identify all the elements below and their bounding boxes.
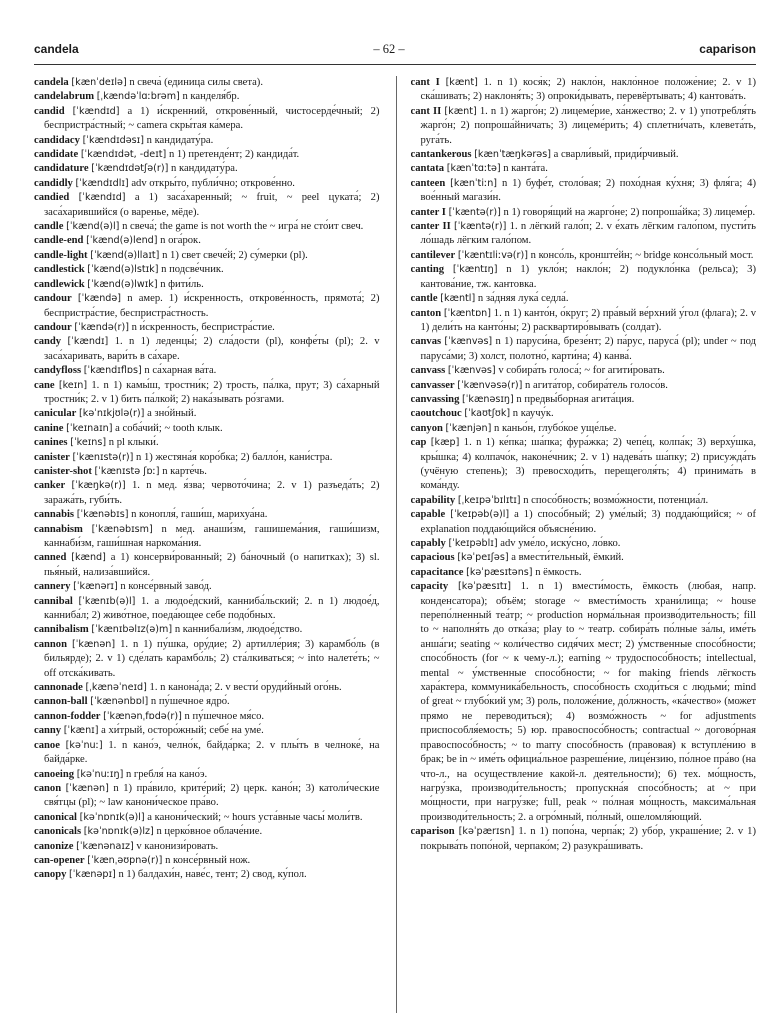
entry-definition: a 1) консерви́рованный; 2) ба́ночный (о напитках); 3) sl. пья́ный, нализа́вшийся. [44, 552, 380, 578]
entry-definition: 1. n канона́да; 2. v вести́ оруди́йный ого́нь. [149, 682, 342, 694]
entry-definition: n каннибали́зм, людое́дство. [174, 624, 303, 636]
dictionary-entry [34, 76, 380, 90]
entry-transcription: [kəˈnɪkjʊlə(r)] [79, 408, 145, 420]
entry-definition: 1. n 1) кося́к; 2) накло́н, накло́нное положе́ние; 2. v 1) ска́шивать; 2) наклоня́ть; 3) опроки́дывать, перевёртывать; 4) кантова́ть. [420, 77, 756, 103]
entry-transcription: [ˈkænjən] [445, 422, 492, 434]
dictionary-entry [34, 739, 380, 768]
dictionary-entry [34, 292, 380, 321]
entry-transcription: [ˈkæntə(r)] [454, 221, 507, 233]
dictionary-entry [34, 134, 380, 148]
dictionary-entry [411, 508, 757, 537]
entry-headword: cantata [410, 163, 445, 175]
dictionary-entry [34, 335, 380, 364]
entry-transcription: [ˌkænəˈneɪd] [85, 682, 147, 694]
dictionary-entry [34, 479, 380, 508]
entry-transcription: [ˈkeɪpəb(ə)l] [450, 509, 510, 521]
entry-definition: n за́дняя лука́ седла́. [477, 293, 569, 305]
entry-definition: n пу́шечное ядро́. [150, 696, 230, 708]
page-header [34, 42, 756, 62]
dictionary-entry [411, 379, 757, 393]
entry-definition: n подсве́чник. [161, 264, 224, 276]
entry-transcription: [kəˈnuː] [65, 739, 103, 751]
entry-headword: candour [34, 321, 72, 333]
entry-transcription: [ˈkænən] [65, 782, 109, 794]
dictionary-entry [34, 638, 380, 681]
entry-definition: n спосо́бность; возмо́жности, потенциа́л. [523, 494, 709, 506]
entry-headword: candyfloss [34, 365, 82, 377]
dictionary-entry [34, 177, 380, 191]
entry-definition: 1. n 1) ке́пка; ша́пка; фура́жка; 2) чепе́ц, колпа́к; 3) верху́шка, кры́шка; 4) колпачо́к, наконе́чник; 2. v 1) надева́ть ша́пку; 2) присужда́ть (учёную степень); 3) превосходи́ть, перещеголя́ть; 4) принима́ть в кома́нду. [420, 437, 756, 492]
dictionary-entry [34, 278, 380, 292]
entry-headword: cane [34, 379, 55, 391]
dictionary-entry [411, 263, 757, 292]
entry-definition: 1. a людое́дский, канниба́льский; 2. n 1) людое́д, канниба́л; 2) живо́тное, поеда́ющее себе подо́бных. [44, 595, 380, 622]
entry-transcription: [ˈkænd(ə)llaɪt] [90, 249, 160, 261]
entry-definition: n 1) свет свече́й; 2) су́мерки (pl). [162, 249, 308, 261]
entry-transcription: [ˈkænəbɪs] [76, 509, 129, 521]
entry-definition: a канони́ческий; ~ hours уста́вные часы́ моли́тв. [147, 811, 363, 823]
entry-definition: n свеча́; the game is not worth the ~ игра́ не сто́ит свеч. [122, 221, 364, 233]
entry-definition: n 1) балдахи́н, наве́с, тент; 2) свод, ку́пол. [118, 869, 307, 881]
entry-definition: adv откры́то, публи́чно; открове́нно. [131, 177, 295, 189]
entry-definition: adv уме́ло, иску́сно, ло́вко. [500, 538, 621, 549]
entry-headword: candour [34, 293, 72, 305]
dictionary-entry [34, 868, 380, 882]
entry-transcription: [ˈkænd(ə)lstɪk] [87, 264, 159, 276]
entry-headword: cantle [410, 293, 438, 305]
header-left-guide-word: candela [34, 42, 79, 56]
entry-headword: canon [34, 782, 62, 794]
page-number: – 62 – [373, 42, 405, 56]
dictionary-entry [411, 335, 757, 364]
entry-transcription: [ˈkeɪns] [70, 437, 107, 449]
entry-headword: cannibal [34, 595, 73, 607]
entry-transcription: [kəˈnɒnɪk(ə)lz] [83, 826, 154, 838]
columns [34, 76, 756, 1013]
dictionary-entry [34, 162, 380, 176]
dictionary-entry [411, 494, 757, 508]
dictionary-entry [34, 695, 380, 709]
entry-headword: canonicals [34, 826, 82, 838]
entry-headword: canvass [410, 365, 446, 377]
dictionary-entry [411, 436, 757, 494]
entry-definition: n 1) жестяна́я коро́бка; 2) балло́н, кани́стра. [136, 451, 333, 463]
entry-transcription: [ˈkændɪd] [78, 192, 126, 204]
entry-transcription: [ˈkeɪpəblɪ] [448, 538, 498, 549]
entry-definition: v собира́ть голоса́; ~ for агити́ровать. [498, 365, 665, 377]
entry-headword: canines [34, 437, 68, 449]
entry-definition: n гребля́ на кано́э. [125, 768, 208, 780]
entry-transcription: [ˈkænəpɪ] [69, 869, 116, 881]
dictionary-entry [411, 537, 757, 551]
entry-transcription: [ˈkaʊtʃʊk] [464, 408, 511, 420]
entry-headword: cannon [34, 638, 67, 650]
dictionary-entry [411, 825, 757, 854]
entry-transcription: [ˈkeɪnaɪn] [66, 422, 113, 434]
entry-definition: a 1) и́скренний, открове́нный, чистосерде́чный; 2) беспристра́стный; ~ camera скры́тая ка́мера. [44, 105, 380, 132]
entry-definition: n и́скренность, беспристра́стие. [131, 321, 275, 333]
entry-transcription: [kænd] [71, 552, 106, 564]
entry-definition: n агита́тор, собира́тель голосо́в. [525, 379, 668, 391]
header-right-guide-word: caparison [699, 42, 756, 56]
entry-definition: n церко́вное облаче́ние. [156, 826, 263, 838]
entry-transcription: [kəˈpæsɪtəns] [466, 566, 533, 578]
entry-transcription: [ˈkændɪdlɪ] [75, 177, 129, 189]
entry-headword: capacity [410, 581, 449, 593]
entry-headword: candelabrum [34, 91, 95, 103]
entry-headword: canvassing [410, 393, 460, 405]
entry-definition: n мед. анаши́зм, гашишема́ния, гаши́шизм, каннаби́зм, гаши́шная наркома́ния. [44, 523, 380, 549]
entry-headword: cap [410, 437, 427, 449]
entry-headword: canned [34, 552, 67, 564]
entry-definition: a соба́чий; ~ tooth клык. [115, 422, 223, 434]
entry-transcription: [kəˈpæsɪtɪ] [457, 581, 511, 593]
dictionary-entry [34, 710, 380, 724]
entry-definition: a сварли́вый, приди́рчивый. [553, 149, 679, 161]
dictionary-entry [411, 105, 757, 148]
entry-headword: candle-light [34, 249, 88, 261]
entry-headword: canvas [410, 336, 442, 348]
dictionary-entry [34, 623, 380, 637]
entry-headword: capacious [410, 552, 455, 564]
entry-headword: candlestick [34, 264, 85, 276]
entry-transcription: [kænˈtæŋkərəs] [474, 149, 551, 161]
dictionary-entry [34, 580, 380, 594]
entry-transcription: [ˈkænəbɪsm] [91, 523, 153, 535]
entry-headword: caoutchouc [410, 408, 462, 420]
dictionary-entry [411, 220, 757, 249]
entry-headword: candy [34, 336, 62, 348]
entry-definition: n 1) буфе́т, столо́вая; 2) похо́дная ку́хня; 3) фля́га; 4) вое́нный магази́н. [420, 177, 756, 204]
entry-definition: n консе́рвный заво́д. [120, 581, 212, 593]
dictionary-entry [411, 393, 757, 407]
entry-transcription: [ˌkændəˈlɑːbrəm] [96, 91, 180, 103]
entry-definition: a 1) спосо́бный; 2) уме́лый; 3) поддаю́щийся; ~ of explanation поддаю́щийся объясне́нию. [420, 509, 756, 535]
entry-transcription: [ˈkændɪdəsɪ] [82, 134, 144, 146]
entry-definition: n карте́чь. [162, 465, 207, 477]
entry-definition: n пу́шечное мя́со. [184, 710, 265, 722]
entry-headword: canine [34, 422, 64, 434]
entry-headword: canicular [34, 408, 77, 420]
entry-headword: can-opener [34, 854, 85, 866]
entry-transcription: [ˈkænɪbəlɪz(ə)m] [91, 624, 173, 636]
dictionary-entry [34, 249, 380, 263]
dictionary-entry [34, 451, 380, 465]
entry-transcription: [ˈkænɪstə ʃɒː] [94, 465, 160, 477]
dictionary-entry [34, 379, 380, 408]
entry-definition: a хи́трый, осторо́жный; себе́ на уме́. [101, 725, 264, 737]
column-divider [396, 76, 397, 1013]
entry-definition: n конопля́, гаши́ш, марихуа́на. [131, 509, 268, 521]
entry-headword: cantankerous [410, 149, 472, 161]
dictionary-entry [411, 206, 757, 220]
dictionary-entry [34, 465, 380, 479]
entry-definition: n кандидату́ра. [171, 163, 238, 175]
entry-headword: cannery [34, 581, 71, 593]
entry-transcription: [ˈkændɪflɒs] [83, 365, 142, 377]
dictionary-entry [411, 292, 757, 306]
entry-headword: canvasser [410, 379, 455, 391]
entry-definition: n канделя́бр. [182, 91, 240, 103]
entry-headword: candle [34, 221, 64, 233]
entry-headword: capable [410, 509, 446, 521]
entry-transcription: [ˈkændɪd] [72, 105, 120, 117]
entry-transcription: [kəˈpærɪsn] [458, 826, 515, 838]
entry-definition: n pl клыки́. [108, 437, 159, 449]
entry-definition: n кандидату́ра. [146, 134, 214, 146]
entry-definition: 1. n 1) леденцы́; 2) сла́дости (pl), конфе́ты (pl); 2. v заса́харивать, вари́ть в са́харе. [44, 336, 380, 362]
dictionary-entry [411, 148, 757, 162]
dictionary-entry [34, 508, 380, 522]
entry-definition: n предвы́борная агита́ция. [516, 393, 635, 405]
entry-transcription: [ˈkænənˌfɒdə(r)] [103, 710, 182, 722]
entry-transcription: [ˈkænɪb(ə)l] [78, 595, 136, 607]
entry-definition: a зно́йный. [147, 408, 197, 420]
entry-headword: canker [34, 480, 66, 492]
entry-definition: n консе́рвный нож. [165, 854, 251, 866]
entry-transcription: [ˈkæntɒn] [443, 307, 491, 319]
entry-headword: cantilever [410, 249, 456, 261]
dictionary-entry [411, 307, 757, 336]
entry-transcription: [ˈkæntə(r)] [448, 206, 501, 218]
entry-transcription: [ˈkænd(ə)l] [66, 221, 120, 233]
entry-headword: canton [410, 307, 442, 319]
entry-transcription: [kænˈdeɪlə] [71, 77, 127, 88]
entry-definition: n ёмкость. [535, 566, 582, 578]
entry-transcription: [ˈkæŋkə(r)] [71, 480, 126, 492]
entry-transcription: [ˈkænvəs] [444, 336, 493, 348]
dictionary-entry [34, 595, 380, 624]
entry-transcription: [ˈkænvəsə(r)] [457, 379, 523, 391]
entry-headword: canteen [410, 177, 446, 189]
entry-definition: 1. n 1) пу́шка, ору́дие; 2) артилле́рия; 3) карамбо́ль (в бильярде); 2. v 1) сде́лать карамбо́ль; 2) ста́лкиваться; ~ into налете́ть; ~ off отска́кивать. [44, 638, 380, 679]
dictionary-entry [34, 825, 380, 839]
dictionary-entry [411, 551, 757, 565]
left-column [34, 76, 382, 1013]
dictionary-entry [411, 76, 757, 105]
entry-definition: 1. n 1) жарго́н; 2) лицеме́рие, ха́нжество; 2. v 1) употребля́ть жарго́н; 2) попроша́йничать; 3) лицеме́рить; 4) сплетни́чать, клевета́ть, руга́ть. [420, 105, 756, 146]
dictionary-entry [34, 681, 380, 695]
entry-headword: candle-end [34, 235, 84, 247]
entry-transcription: [kæntl] [440, 293, 476, 305]
entry-definition: a 1) заса́харенный; ~ fruit, ~ peel цуката́; 2) заса́харившийся (о варенье, мёде). [44, 192, 380, 218]
entry-transcription: [ˈkændɪ] [67, 336, 109, 348]
entry-definition: n ога́рок. [160, 235, 201, 247]
dictionary-entry [34, 724, 380, 738]
entry-transcription: [ˈkænɪstə(r)] [72, 451, 134, 463]
entry-transcription: [ˈkænən] [71, 638, 116, 650]
entry-definition: n каньо́н, глубо́кое уще́лье. [494, 422, 617, 434]
entry-headword: candid [34, 105, 65, 117]
dictionary-entry [34, 551, 380, 580]
entry-headword: canny [34, 725, 62, 737]
entry-transcription: [ˈkænəsɪŋ] [462, 393, 514, 405]
entry-headword: cant II [410, 105, 442, 117]
entry-headword: candela [34, 77, 69, 88]
entry-definition: n фити́ль. [160, 278, 204, 290]
entry-transcription: [kəˈnuːɪŋ] [76, 768, 124, 780]
entry-headword: cannibalism [34, 624, 89, 636]
entry-definition: 1. n лёгкий гало́п; 2. v е́хать лёгким гало́пом, пусти́ть ло́шадь лёгким гало́пом. [420, 221, 756, 247]
entry-transcription: [kænt] [445, 77, 478, 88]
dictionary-entry [34, 422, 380, 436]
entry-headword: canonical [34, 811, 77, 823]
dictionary-entry [411, 249, 757, 263]
dictionary-entry [411, 422, 757, 436]
entry-headword: canister [34, 451, 70, 463]
entry-definition: v канонизи́ровать. [136, 840, 219, 852]
entry-headword: cannabism [34, 523, 83, 535]
dictionary-entry [34, 234, 380, 248]
entry-headword: candidature [34, 163, 89, 175]
entry-definition: n консо́ль, кронште́йн; ~ bridge консо́льный мост. [530, 249, 754, 261]
entry-headword: cant I [410, 77, 440, 88]
dictionary-entry [34, 811, 380, 825]
dictionary-entry [34, 90, 380, 104]
entry-headword: canopy [34, 869, 67, 881]
entry-definition: n 1) говоря́щий на жарго́не; 2) попроша́йка; 3) лицеме́р. [503, 206, 756, 218]
entry-headword: cannon-fodder [34, 710, 101, 722]
dictionary-entry [411, 177, 757, 206]
entry-headword: canister-shot [34, 465, 92, 477]
entry-headword: canter II [410, 221, 451, 233]
dictionary-entry [34, 407, 380, 421]
entry-transcription: [ˈkændɪdət, -deɪt] [80, 149, 167, 161]
entry-transcription: [ˈkæntɪŋ] [452, 264, 498, 276]
entry-headword: candidacy [34, 134, 80, 146]
entry-definition: n 1) претенде́нт; 2) кандида́т. [168, 149, 300, 161]
entry-definition: n амер. 1) и́скренность, открове́нность, прямота́; 2) беспристра́стие, беспристра́стность. [44, 293, 380, 319]
dictionary-entry [34, 220, 380, 234]
entry-headword: canting [410, 264, 445, 276]
entry-transcription: [ˈkændɪdətʃə(r)] [91, 163, 169, 175]
dictionary-entry [411, 162, 757, 176]
dictionary-entry [34, 854, 380, 868]
entry-headword: canter I [410, 206, 446, 218]
entry-headword: canyon [410, 422, 443, 434]
entry-definition: a вмести́тельный, ёмкий. [511, 552, 624, 564]
entry-headword: caparison [410, 826, 455, 838]
entry-headword: capably [410, 538, 446, 549]
dictionary-entry [34, 523, 380, 552]
entry-definition: n каучу́к. [512, 408, 554, 420]
entry-headword: candidate [34, 149, 79, 161]
entry-headword: canonize [34, 840, 74, 852]
dictionary-entry [34, 148, 380, 162]
entry-definition: n са́харная ва́та. [144, 365, 217, 377]
entry-headword: canoeing [34, 768, 75, 780]
entry-headword: candidly [34, 177, 73, 189]
entry-transcription: [ˈkænˌəʊpnə(r)] [87, 854, 163, 866]
entry-transcription: [ˈkæntɪliːvə(r)] [457, 249, 528, 261]
entry-definition: 1. n мед. я́зва; червото́чина; 2. v 1) разъеда́ть; 2) заража́ть, губи́ть. [44, 480, 380, 506]
entry-transcription: [ˈkændə] [77, 293, 122, 305]
entry-transcription: [ˈkænd(ə)lwɪk] [87, 278, 158, 290]
entry-transcription: [kænˈtiːn] [450, 177, 498, 189]
dictionary-entry [34, 191, 380, 220]
dictionary-entry [34, 782, 380, 811]
entry-transcription: [kəˈpeɪʃəs] [457, 552, 509, 564]
entry-transcription: [ˈkænənaɪz] [76, 840, 134, 852]
dictionary-entry [411, 364, 757, 378]
entry-headword: canoe [34, 739, 60, 751]
entry-definition: 1. n 1) канто́н, о́круг; 2) пра́вый ве́рхний у́гол (флага); 2. v 1) дели́ть на канто́ны; 2) расквартиро́вывать (солдат). [420, 307, 756, 333]
entry-headword: capability [410, 494, 456, 506]
dictionary-entry [34, 105, 380, 134]
entry-definition: n 1) пра́вило, крите́рий; 2) церк. кано́н; 3) католи́ческие свя́тцы (pl); ~ law канони́ческое пра́во. [44, 782, 380, 809]
dictionary-entry [411, 566, 757, 580]
dictionary-entry [34, 840, 380, 854]
entry-definition: n свеча́ (единица силы света). [129, 77, 263, 88]
dictionary-entry [34, 263, 380, 277]
entry-transcription: [ˈkænərɪ] [73, 581, 118, 593]
entry-definition: 1. n 1) попо́на, черпа́к; 2) убо́р, украше́ние; 2. v 1) покрыва́ть попо́ной, черпако́м; 2) разукра́шивать. [420, 826, 756, 852]
dictionary-entry [34, 436, 380, 450]
entry-transcription: [kəˈnɒnɪk(ə)l] [79, 811, 145, 823]
entry-definition: 1. n кано́э, челно́к, байда́рка; 2. v плы́ть в челноке́, на байда́рке. [44, 739, 380, 766]
entry-definition: 1. n 1) вмести́мость, ёмкость (любая, напр. конденсатора); объём; storage ~ вмести́мость храни́лища; ~ house перепо́лненный теа́тр; ~ production норма́льная произво́дительность; fill to ~ наполня́ть до отка́за; play to ~ театр. собира́ть по́лные за́лы, име́ть анша́ги; seating ~ коли́чество сидя́чих мест; 2) у́мственные спосо́бности; спосо́бность (for ~ к чему-л.); earning ~ трудоспосо́бность; intellectual, mental ~ у́мственные спосо́бности; ~ for making friends лёгкость хара́ктера, коммуника́бельность, спосо́бность сходи́ться с людьми́; mind of great ~ глубо́кий ум; 3) роль, положе́ние, до́лжность, «ка́чество» (может прямо не переводиться); 4) возмо́жность ~ for adjustments приспособля́емость; 5) юр. правоспосо́бность; contractual ~ догово́рная правоспосо́бность; ~ to marry спосо́бность (правовая) к вступле́нию в брак; be in ~ име́ть официа́льное разреше́ние, лице́нзию, по́лное пра́во (на что-л., на осуществление какой-л. деятельности); 6) тех. мо́щность, нагру́зка, производи́тельность; пропускна́я спосо́бность; at ~ при мо́щности, при нагру́зке; full, peak ~ по́лная мо́щность, максима́льная производи́тельность; 2. a огро́мный, по́лный, ошеломля́ющий. [420, 581, 756, 823]
entry-headword: candied [34, 192, 70, 204]
dictionary-entry [34, 768, 380, 782]
entry-transcription: [keɪn] [58, 379, 88, 391]
entry-transcription: [kænˈtɑːtə] [446, 163, 501, 175]
entry-headword: candlewick [34, 278, 85, 290]
entry-transcription: [ˈkænənbɒl] [90, 696, 149, 708]
dictionary-entry [411, 580, 757, 825]
dictionary-entry [34, 364, 380, 378]
entry-definition: n 1) укло́н; накло́н; 2) подукло́нка (рельса); 3) кантова́ние, тж. кантовка. [420, 264, 756, 290]
entry-transcription: [ˈkænvəs] [447, 365, 496, 377]
entry-headword: cannonade [34, 682, 83, 694]
right-column [411, 76, 757, 1013]
entry-definition: 1. n 1) камы́ш, тростни́к; 2) трость, па́лка, прут; 3) са́харный тростни́к; 2. v 1) бить па́лкой; 2) нака́зывать ро́згами. [44, 379, 380, 405]
entry-headword: capacitance [410, 566, 464, 578]
entry-headword: cannon-ball [34, 696, 88, 708]
entry-transcription: [ˈkænd(ə)lend] [86, 235, 158, 247]
entry-transcription: [kænt] [444, 105, 477, 117]
entry-definition: n 1) паруси́на, брезе́нт; 2) па́рус, паруса́ (pl); under ~ под паруса́ми; 3) холст, полотно́, карти́на; 4) канва́. [420, 336, 756, 362]
entry-transcription: [ˌkeɪpəˈbɪlɪtɪ] [457, 494, 521, 506]
dictionary-entry [411, 407, 757, 421]
entry-headword: cannabis [34, 509, 75, 521]
entry-definition: n канта́та. [503, 163, 548, 175]
entry-transcription: [ˈkænɪ] [63, 725, 99, 737]
header-rule [34, 64, 756, 65]
dictionary-entry [34, 321, 380, 335]
entry-transcription: [ˈkændə(r)] [74, 321, 129, 333]
entry-transcription: [kæp] [430, 437, 460, 449]
